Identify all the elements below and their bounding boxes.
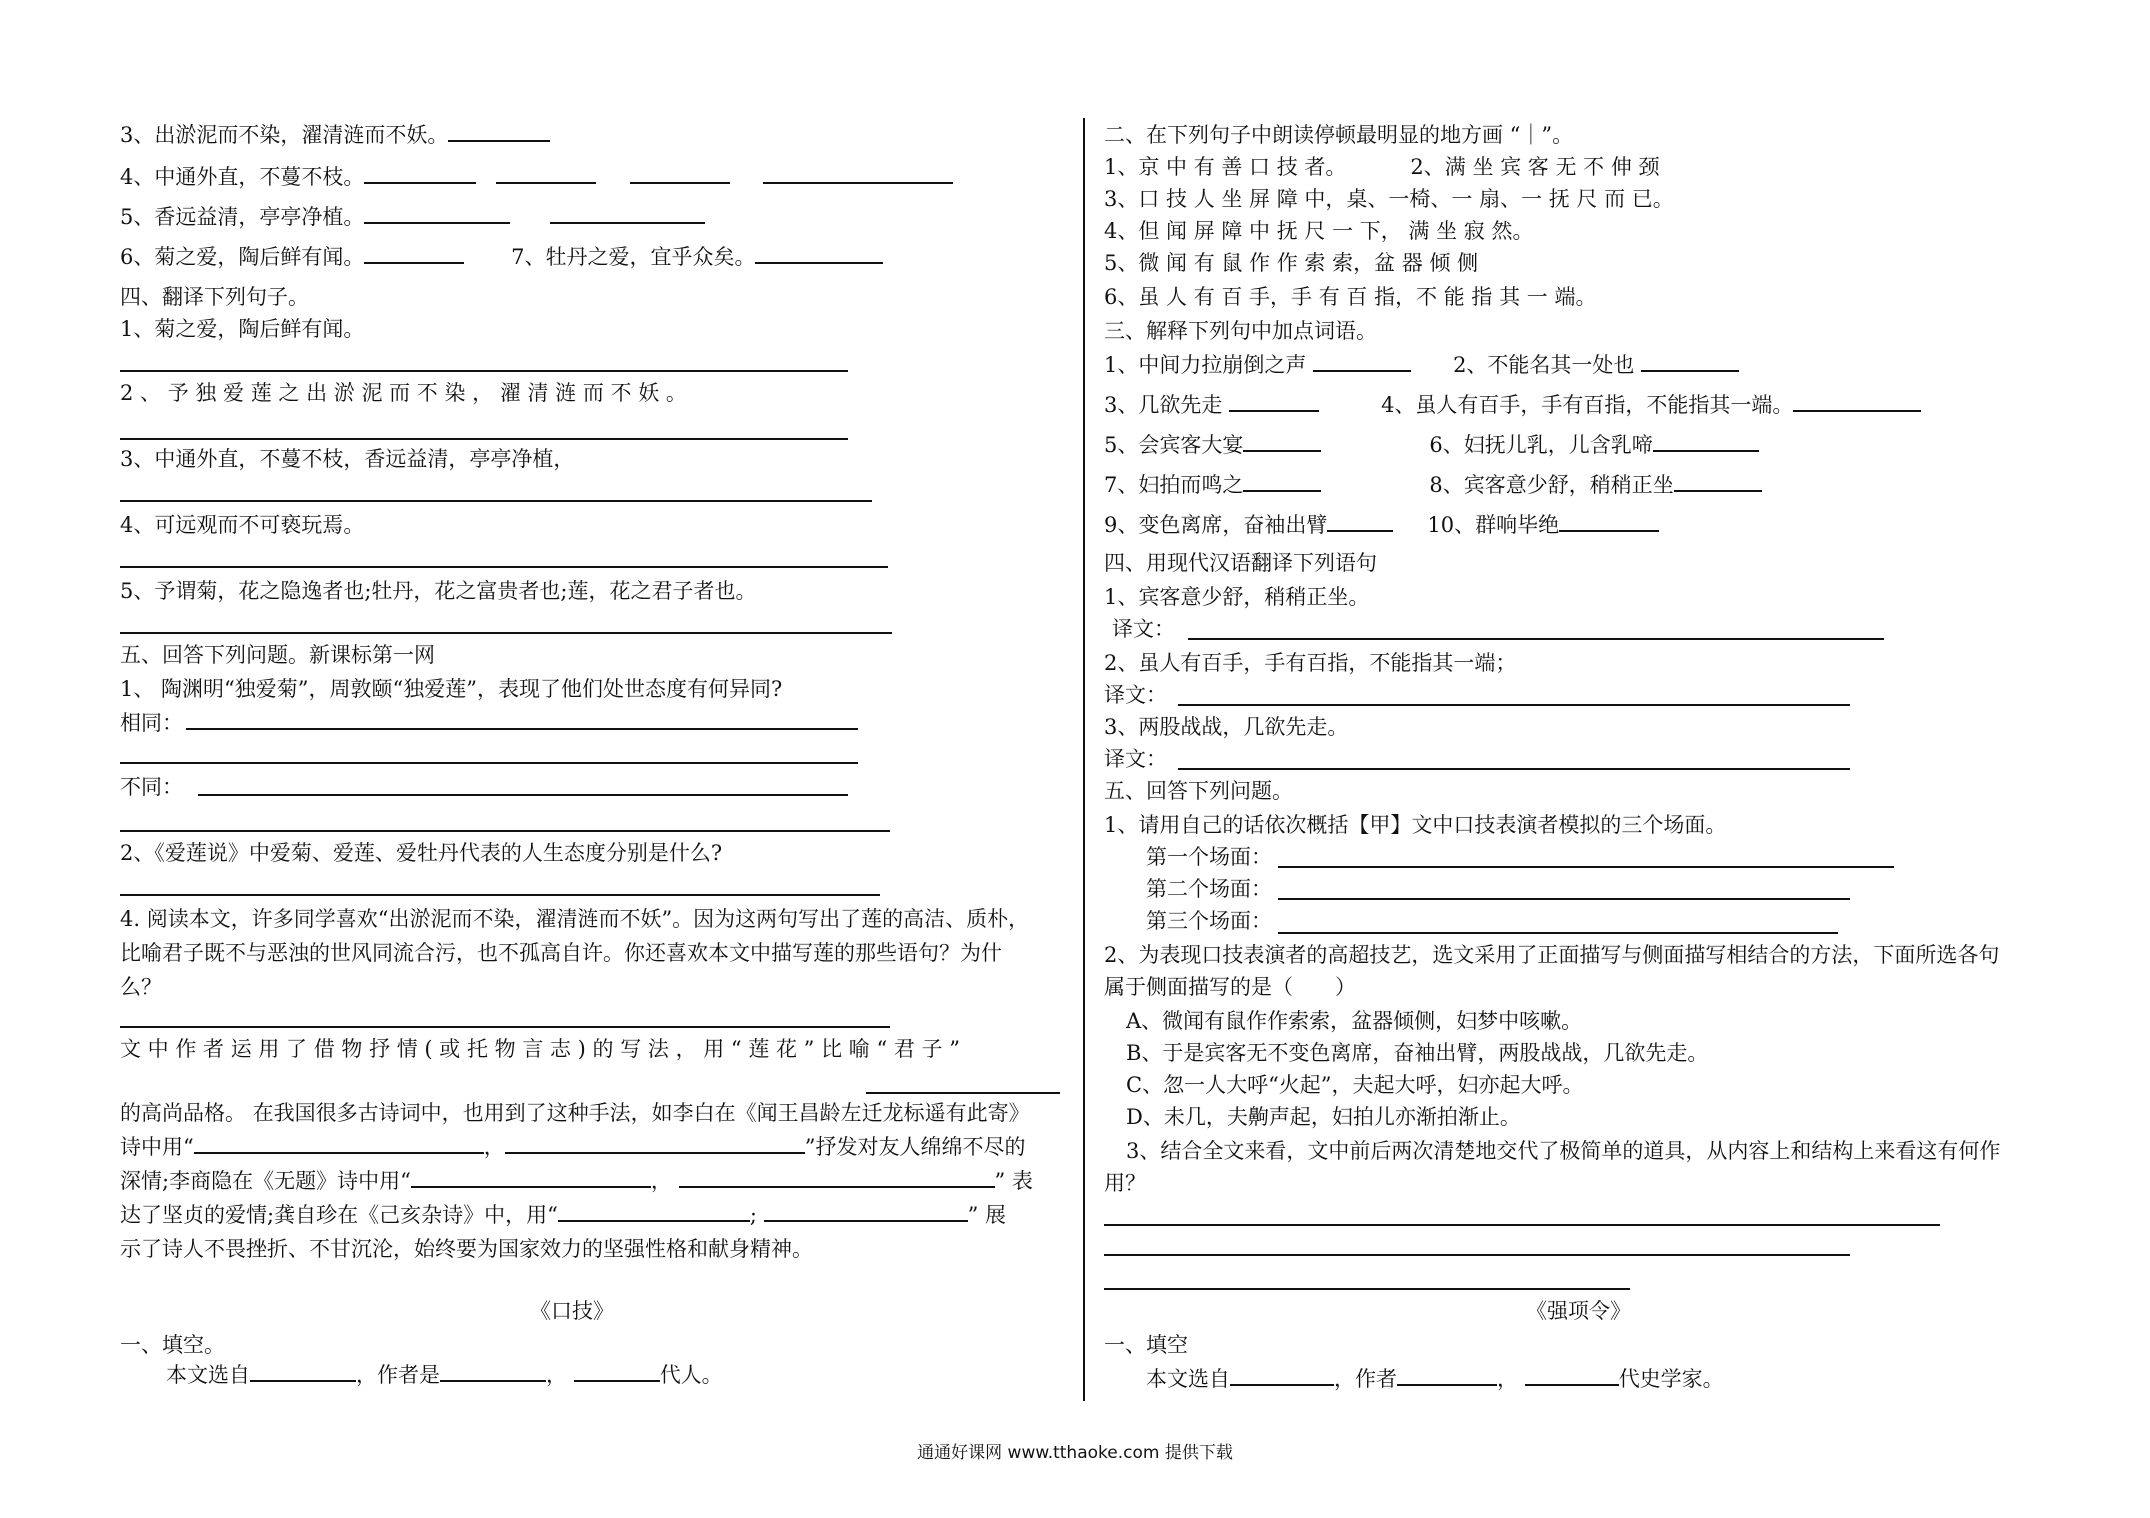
answer-blank[interactable] [1793,392,1921,412]
answer-blank[interactable] [574,1362,660,1382]
answer-line[interactable] [120,438,848,440]
option-b[interactable]: B、于是宾客无不变色离席，奋袖出臂，两股战战，几欲先走。 [1126,1041,1709,1065]
column-divider [1083,118,1085,1401]
fill-blank-line: 本文选自 ，作者是 ， 代人。 [166,1363,723,1387]
passage-line-2: 的高尚品格。 在我国很多古诗词中，也用到了这种手法，如李白在《闻王昌龄左迁龙标遥有此寄》 [120,1101,1030,1125]
translate-item: 1、宾客意少舒，稍稍正坐。 [1104,585,1370,609]
question-3-line-2: 用？ [1104,1171,1146,1195]
scene-1-label: 第一个场面： [1146,845,1272,869]
passage-line-1: 文 中 作 者 运 用 了 借 物 抒 情 ( 或 托 物 言 志 ) 的 写 法 ， 用 “ 莲 花 ” 比 喻 “ 君 子 ” [120,1037,960,1061]
question-3-line-1: 3、结合全文来看，文中前后两次清楚地交代了极简单的道具，从内容上和结构上来看这有何作 [1126,1139,2001,1163]
answer-blank[interactable] [1230,1366,1334,1386]
translation-label: 译文： [1112,617,1175,641]
answer-blank[interactable] [440,1362,546,1382]
answer-blank[interactable] [764,1202,968,1222]
question-2: 2、《爱莲说》中爱菊、爱莲、爱牡丹代表的人生态度分别是什么? [120,841,723,865]
question-4-line-3: 么？ [120,975,162,999]
left-fill-line-3: 3、出淤泥而不染，濯清涟而不妖。 [120,122,550,148]
answer-blank[interactable] [250,1362,356,1382]
footer-credit: 通通好课网 www.tthaoke.com 提供下载 [917,1443,1233,1463]
answer-blank[interactable] [364,244,464,264]
answer-blank[interactable] [1229,392,1319,412]
answer-blank[interactable] [1559,512,1659,532]
answer-line[interactable] [866,1092,1060,1094]
answer-line[interactable] [1278,932,1838,934]
section-heading: 四、用现代汉语翻译下列语句 [1104,551,1377,575]
answer-blank[interactable] [1327,512,1393,532]
answer-blank[interactable] [755,244,883,264]
passage-line-6: 示了诗人不畏挫折、不甘沉沦，始终要为国家效力的坚强性格和献身精神。 [120,1237,813,1261]
answer-line[interactable] [120,1026,890,1028]
section-heading: 三、解释下列句中加点词语。 [1104,319,1377,343]
translate-item: 2、虽人有百手，手有百指，不能指其一端； [1104,651,1517,675]
answer-blank[interactable] [411,1168,651,1188]
answer-blank[interactable] [558,1202,750,1222]
answer-blank[interactable] [1313,352,1411,372]
answer-line[interactable] [120,894,880,896]
answer-line[interactable] [120,632,892,634]
answer-line[interactable] [1188,638,1884,640]
answer-line[interactable] [1178,768,1850,770]
answer-blank[interactable] [679,1168,995,1188]
section-heading: 二、在下列句子中朗读停顿最明显的地方画 “｜”。 [1104,123,1574,147]
pause-item: 1、京 中 有 善 口 技 者。 2、满 坐 宾 客 无 不 伸 颈 [1104,155,1660,179]
answer-line[interactable] [186,728,858,730]
answer-line[interactable] [1278,898,1850,900]
section-heading: 五、回答下列问题。新课标第一网 [120,643,435,667]
explain-row: 9、变色离席，奋袖出臂 10、群响毕绝 [1104,512,1659,538]
scene-3-label: 第三个场面： [1146,909,1272,933]
answer-blank[interactable] [1525,1366,1619,1386]
section-heading: 一、填空 [1104,1333,1188,1357]
pause-item: 6、虽 人 有 百 手，手 有 百 指，不 能 指 其 一 端。 [1104,285,1597,309]
explain-row: 7、妇拍而鸣之 8、宾客意少舒，稍稍正坐 [1104,472,1762,498]
answer-blank[interactable] [496,164,596,184]
answer-line[interactable] [1178,704,1850,706]
answer-blank[interactable] [1674,472,1762,492]
answer-blank[interactable] [630,164,730,184]
answer-line[interactable] [120,500,872,502]
answer-blank[interactable] [550,204,705,224]
passage-line-4: 深情;李商隐在《无题》诗中用“ ， ” 表 [120,1169,1033,1193]
section-heading: 五、回答下列问题。 [1104,779,1293,803]
answer-blank[interactable] [1641,352,1739,372]
same-label: 相同： [120,711,183,735]
translate-item: 3、中通外直，不蔓不枝，香远益清，亭亭净植， [120,447,575,471]
question-4-line-2: 比喻君子既不与恶浊的世风同流合污，也不孤高自许。你还喜欢本文中描写莲的那些语句？为什 [120,941,1002,965]
translate-item: 5、予谓菊，花之隐逸者也;牡丹，花之富贵者也;莲，花之君子者也。 [120,579,757,603]
passage-line-5: 达了坚贞的爱情;龚自珍在《己亥杂诗》中，用“ ; ” 展 [120,1203,1006,1227]
option-c[interactable]: C、忽一人大呼“火起”，夫起大呼，妇亦起大呼。 [1126,1073,1584,1097]
section-heading: 四、翻译下列句子。 [120,285,309,309]
pause-item: 5、微 闻 有 鼠 作 作 索 索，盆 器 倾 侧 [1104,251,1479,275]
answer-line[interactable] [198,794,848,796]
answer-blank[interactable] [194,1134,484,1154]
answer-line[interactable] [1104,1224,1940,1226]
pause-item: 4、但 闻 屏 障 中 抚 尺 一 下， 满 坐 寂 然。 [1104,219,1534,243]
fill-blank-line: 本文选自 ，作者 ， 代史学家。 [1146,1367,1724,1391]
diff-label: 不同： [120,775,183,799]
question-1: 1、请用自己的话依次概括【甲】文中口技表演者模拟的三个场面。 [1104,813,1727,837]
answer-line[interactable] [1104,1288,1630,1290]
section-heading: 一、填空。 [120,1333,225,1357]
answer-line[interactable] [120,370,848,372]
option-a[interactable]: A、微闻有鼠作作索索，盆器倾侧，妇梦中咳嗽。 [1126,1009,1583,1033]
answer-blank[interactable] [364,204,510,224]
question-2-line-2: 属于侧面描写的是（ ） [1104,975,1356,999]
answer-blank[interactable] [1397,1366,1497,1386]
explain-row: 1、中间力拉崩倒之声 2、不能名其一处也 [1104,352,1739,378]
option-d[interactable]: D、未几，夫齁声起，妇拍儿亦渐拍渐止。 [1126,1105,1521,1129]
answer-line[interactable] [120,762,858,764]
answer-blank[interactable] [1243,432,1321,452]
left-fill-line-4: 4、中通外直，不蔓不枝。 [120,164,953,190]
passage-line-3: 诗中用“ ， ”抒发对友人绵绵不尽的 [120,1135,1026,1159]
answer-line[interactable] [1104,1254,1850,1256]
question-2-line-1: 2、为表现口技表演者的高超技艺，选文采用了正面描写与侧面描写相结合的方法，下面所选各句 [1104,943,2000,967]
left-fill-line-6-7: 6、菊之爱，陶后鲜有闻。 7、牡丹之爱，宜乎众矣。 [120,244,883,270]
section-title-kouji: 《口技》 [530,1299,614,1323]
question-4-line-1: 4. 阅读本文，许多同学喜欢“出淤泥而不染，濯清涟而不妖”。因为这两句写出了莲的高洁、质朴， [120,907,1030,931]
question-1: 1、 陶渊明“独爱菊”，周敦颐“独爱莲”，表现了他们处世态度有何异同? [120,677,783,701]
left-fill-line-5: 5、香远益清，亭亭净植。 [120,204,705,230]
translation-label: 译文： [1104,747,1167,771]
answer-blank[interactable] [448,122,550,142]
answer-blank[interactable] [364,164,476,184]
answer-blank[interactable] [763,164,953,184]
answer-blank[interactable] [1243,472,1321,492]
scene-2-label: 第二个场面： [1146,877,1272,901]
pause-item: 3、口 技 人 坐 屏 障 中，桌、一椅、一 扇、一 抚 尺 而 已。 [1104,187,1674,211]
translate-item: 3、两股战战，几欲先走。 [1104,715,1349,739]
answer-line[interactable] [120,830,890,832]
section-title-qiangxiangling: 《强项令》 [1526,1299,1631,1323]
translate-item: 1、菊之爱，陶后鲜有闻。 [120,317,365,341]
answer-line[interactable] [1278,866,1894,868]
explain-row: 5、会宾客大宴 6、妇抚儿乳，儿含乳啼 [1104,432,1759,458]
answer-line[interactable] [120,566,888,568]
translate-item: 2 、 予 独 爱 莲 之 出 淤 泥 而 不 染 ， 濯 清 涟 而 不 妖 。 [120,381,687,405]
translate-item: 4、可远观而不可亵玩焉。 [120,513,365,537]
answer-blank[interactable] [505,1134,805,1154]
answer-blank[interactable] [1653,432,1759,452]
explain-row: 3、几欲先走 4、虽人有百手，手有百指，不能指其一端。 [1104,392,1921,418]
translation-label: 译文： [1104,683,1167,707]
